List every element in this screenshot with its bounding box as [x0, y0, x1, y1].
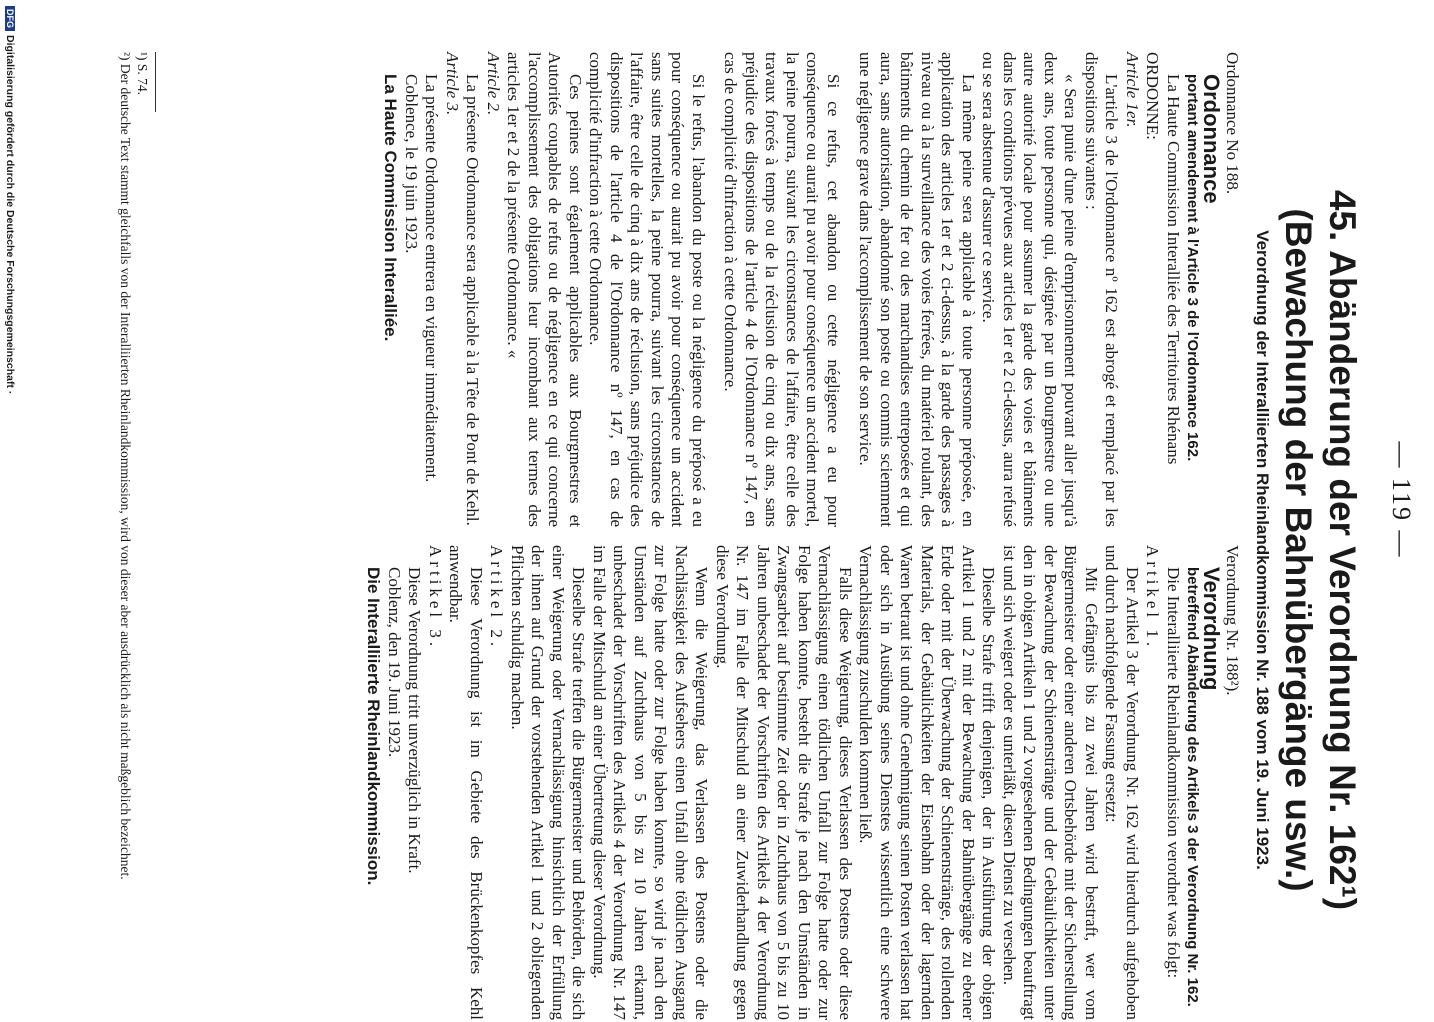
german-article1-text: Der Artikel 3 der Verordnung Nr. 162 wird hierdurch aufgehoben und durch nachfolgende Fassung ersetzt: — [1102, 545, 1142, 1020]
footnote-1: ¹) S. 74. — [135, 52, 150, 96]
german-paragraph-4: Wenn die Weigerung, das Verlassen des Postens oder die Nachlässigkeit des Aufsehers einen Unfall ohne tödlichen Ausgang zur Folge hatte oder zur Folge haben konnte, so wird je nach den Umständen auf Zuchthaus von 5 bis zu 10 Jahren erkannt, unbeschadet der Vorschriften des Artikels 4 der Verordnung Nr. 147 im Falle der Mitschuld an einer Übertretung dieser Verordnung. — [590, 545, 712, 1020]
verordnung-number: Verordnung Nr. 188²). — [1223, 545, 1242, 696]
german-article1-heading: Artikel 1. — [1143, 545, 1163, 651]
french-column — [380, 52, 1242, 527]
french-signature: La Haute Commission Interalliée. — [381, 74, 401, 342]
document-title: 45. Abänderung der Verordnung Nr. 162¹) (Bewachung der Bahnübergänge usw.) — [1278, 189, 1363, 911]
german-signature: Die Interalliierte Rheinlandkommission. — [364, 567, 384, 886]
verordnung-heading: Verordnung — [1199, 567, 1225, 691]
french-article1-text: L'article 3 de l'Ordonnance nº 162 est abrogé et remplacé par les dispositions suivantes : — [1082, 52, 1122, 527]
ordonne-label: ORDONNE: — [1143, 52, 1163, 140]
german-article3-heading: Artikel 3. — [426, 545, 445, 651]
german-paragraph-2: Dieselbe Strafe trifft denjenigen, der in Ausführung der obigen Artikel 1 und 2 mit der Bewachung der Bahnübergänge zu ebener Erde oder mit der Überwachung der Schienenstränge, des rollenden Materials, der Gebäulichkeiten der Eisenbahn oder der lagernden Waren betraut ist und ohne Genehmigung seinen Posten verlassen hat oder sich in Ausübung seines Dienstes wissentlich eine schwere Vernachlässigung zuschulden kommen ließ. — [856, 545, 999, 1020]
german-paragraph-5: Dieselbe Strafe treffen die Bürgermeister und Behörden, die sich einer Weigerung oder Vernachlässigung hinsichtlich der Erfüllung der ihnen auf Grund der vorstehenden Artikel 1 und 2 obliegenden Pflichten schuldig machen. — [508, 545, 589, 1020]
document-subtitle: Verordnung der Interalliierten Rheinlandkommission Nr. 188 vom 19. Juni 1923. — [1253, 230, 1272, 870]
french-intro: La Haute Commission Interalliée des Territoires Rhénans — [1164, 74, 1183, 465]
german-article2-heading: Artikel 2. — [487, 545, 507, 651]
german-paragraph-3: Falls diese Weigerung, dieses Verlassen des Postens oder diese Vernachlässigung einen tödlichen Unfall zur Folge hatte oder zur Folge haben konnte, besteht die Strafe je nach den Umständen in Zwangsarbeit auf bestimmte Zeit oder in Zuchthaus von 5 bis zu 10 Jahren unbeschadet der Vorschriften des Artikels 4 der Verordnung Nr. 147 im Falle der Mitschuld an einer Zuwiderhandlung gegen diese Verordnung. — [713, 545, 855, 1020]
french-paragraph-1: « Sera punie d'une peine d'emprisonnement pouvant aller jusqu'à deux ans, toute personne qui, désignée par un Bourgmestre ou une autre autorité locale pour assumer la garde des voies et bâtiments dans les conditions prévues aux articles 1er et 2 ci-dessus, aura refusé ou se sera abstenue d'assurer ce service. — [979, 52, 1081, 527]
footnote-2: ²) Der deutsche Text stammt gleichfalls von der Interalliierten Rheinlandkommission, wird von dieser aber ausdrücklich als nicht maßgeblich bezeichnet. — [118, 52, 133, 880]
french-paragraph-4: Si le refus, l'abandon du poste ou la négligence du préposé a eu pour conséquence ou aurait pu avoir pour conséquence un accident sans suites mortelles, la peine pourra, suivant les circonstances de l'affaire, être celle de cinq à dix ans de réclusion, sans préjudice des dispositions de l'article 4 de l'Ordonnance nº 147, en cas de complicité d'infraction à cette Ordonnance. — [586, 52, 708, 527]
verordnung-subheading: betreffend Abänderung des Artikels 3 der Verordnung Nr. 162. — [1184, 567, 1201, 1007]
german-date: Coblenz, den 19. Juni 1923. — [385, 567, 404, 758]
french-paragraph-3: Si ce refus, cet abandon ou cette négligence a eu pour conséquence ou aurait pu avoir pour conséquence un accident mortel, la peine pourra, suivant les circonstances de l'affaire, être celle des travaux forcés à temps ou de la réclusion de cinq ou dix ans, sans préjudice des dispositions de l'article 4 de l'Ordonnance nº 147, en cas de complicité d'infraction à cette Ordonnance. — [721, 52, 843, 527]
french-article2-text: La présente Ordonnance sera applicable à la Tête de Pont de Kehl. — [463, 74, 483, 526]
french-article1-heading: Article 1er. — [1123, 52, 1142, 128]
german-paragraph-1: Mit Gefängnis bis zu zwei Jahren wird bestraft, wer vom Bürgermeister oder einer anderen Ortsbehörde mit der Sicherstellung der Bewachung der Schienenstränge und der Gebäulichkeiten unter den in obigen Artikeln 1 und 2 vorgesehenen Bedingungen beauftragt ist und sich weigert oder es unterläßt, diesen Dienst zu versehen. — [1000, 545, 1101, 1020]
french-paragraph-5: Ces peines sont également applicables aux Bourgmestres et Autorités coupables de refus ou de négligence en ce qui concerne l'accomplissement des obligations leur incombant aux termes des articles 1er et 2 de la présente Ordonnance. « — [504, 52, 585, 527]
german-article3-text: Diese Verordnung tritt unverzüglich in Kraft. — [405, 567, 425, 874]
ordonnance-heading: Ordonnance — [1199, 74, 1225, 204]
french-date: Coblence, le 19 juin 1923. — [402, 74, 421, 254]
french-article2-heading: Article 2. — [484, 52, 503, 116]
page-number: — 119 — — [1387, 441, 1416, 559]
german-intro: Die Interalliierte Rheinlandkommission verordnet was folgt: — [1164, 567, 1183, 979]
footnote-rule — [155, 52, 156, 112]
dfg-logo-icon: DFG — [5, 6, 15, 31]
german-article2-text: Diese Verordnung ist im Gebiete des Brückenkopfes Kehl anwendbar. — [446, 545, 486, 1020]
ordonnance-number: Ordonnance No 188. — [1223, 52, 1242, 195]
digitization-credit — [4, 0, 16, 1006]
german-column — [363, 545, 1242, 1020]
footnotes — [117, 52, 186, 1022]
french-article3-heading: Article 3. — [443, 52, 462, 116]
french-article3-text: La présente Ordonnance entrera en vigueur immédiatement. — [422, 74, 442, 483]
ordonnance-subheading: portant amendement à l'Article 3 de l'Ordonnance 162. — [1184, 74, 1201, 462]
digitization-credit-text: Digitalisierung gefördert durch die Deutsche Forschungsgemeinschaft · — [4, 35, 16, 395]
french-paragraph-2: La même peine sera applicable à toute personne préposée, en application des articles 1er et 2 ci-dessus, à la garde des passages à niveau ou à la surveillance des voies ferrées, du matériel roulant, des bâtiments du chemin de fer ou des marchandises entreposées et qui aura, sans autorisation, abandonné son poste ou commis sciemment une négligence grave dans l'accomplissement de son service. — [856, 52, 978, 527]
